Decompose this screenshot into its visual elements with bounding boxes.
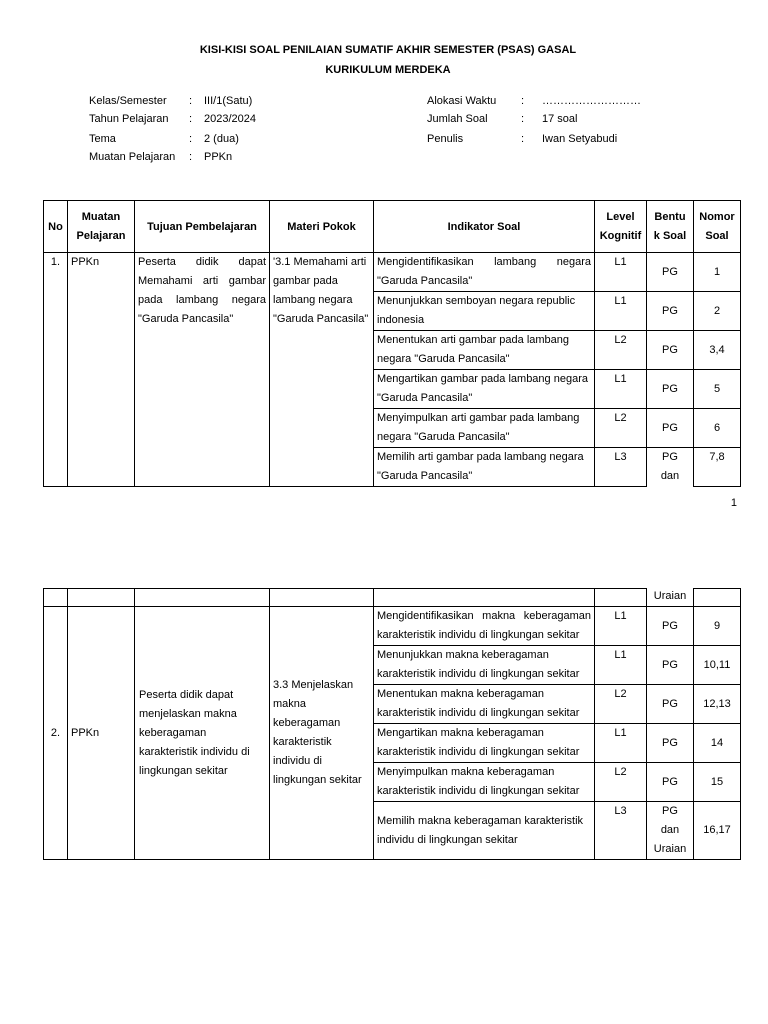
row-nomor: 5	[694, 370, 741, 409]
header-indikator: Indikator Soal	[374, 201, 595, 253]
row-bentuk-line: dan	[660, 470, 680, 482]
empty-cell	[270, 589, 374, 607]
row-bentuk: PG	[647, 409, 694, 448]
row-indikator: Mengartikan gambar pada lambang negara "Garuda Pancasila"	[374, 370, 595, 409]
info-label-muatan: Muatan Pelajaran	[89, 151, 176, 163]
row-nomor: 9	[694, 607, 741, 646]
row-indikator: Menunjukkan makna keberagaman karakteristik individu di lingkungan sekitar	[374, 646, 595, 685]
row-materi: 3.3 Menjelaskan makna keberagaman karakteristik individu di lingkungan sekitar	[270, 607, 374, 860]
row-nomor: 15	[694, 763, 741, 802]
row-indikator: Mengidentifikasikan lambang negara "Garuda Pancasila"	[374, 253, 595, 292]
row-nomor: 12,13	[694, 685, 741, 724]
info-value-penulis: Iwan Setyabudi	[542, 133, 618, 145]
header-level: Level Kognitif	[595, 201, 647, 253]
header-bentuk: Bentu k Soal	[647, 201, 694, 253]
row-bentuk: PG	[647, 646, 694, 685]
row-muatan: PPKn	[68, 253, 135, 487]
empty-cell	[68, 589, 135, 607]
empty-cell	[135, 589, 270, 607]
info-label-tahun: Tahun Pelajaran	[89, 113, 169, 125]
row-bentuk-line: dan	[660, 824, 680, 836]
info-colon: :	[189, 95, 193, 107]
info-value-muatan: PPKn	[204, 151, 233, 163]
row-bentuk	[647, 448, 694, 487]
header-tujuan: Tujuan Pembelajaran	[135, 201, 270, 253]
row-level: L1	[595, 724, 647, 763]
row-level: L3	[595, 802, 647, 860]
row-bentuk-line: PG	[662, 805, 678, 817]
info-value-alokasi: ………………………	[542, 95, 641, 107]
row-indikator: Menunjukkan semboyan negara republic indonesia	[374, 292, 595, 331]
info-colon: :	[189, 133, 193, 145]
row-indikator: Mengartikan makna keberagaman karakteristik individu di lingkungan sekitar	[374, 724, 595, 763]
row-bentuk-line: Uraian	[653, 843, 687, 855]
row-nomor: 7,8	[694, 448, 741, 487]
row-level: L3	[595, 448, 647, 487]
row-bentuk: PG	[647, 685, 694, 724]
info-label-penulis: Penulis	[427, 133, 464, 145]
empty-cell	[374, 589, 595, 607]
info-colon: :	[521, 95, 525, 107]
header-nomor: Nomor Soal	[694, 201, 741, 253]
info-colon: :	[521, 133, 525, 145]
row-bentuk: PG	[647, 607, 694, 646]
info-value-tahun: 2023/2024	[204, 113, 256, 125]
table-row	[44, 607, 741, 646]
row-number: 1.	[44, 253, 68, 487]
info-value-kelas: III/1(Satu)	[204, 95, 253, 107]
table-header-row	[44, 201, 741, 253]
row-bentuk: PG	[647, 331, 694, 370]
empty-cell	[595, 589, 647, 607]
info-label-jumlah: Jumlah Soal	[427, 113, 488, 125]
row-level: L1	[595, 292, 647, 331]
row-level: L2	[595, 763, 647, 802]
table-row	[44, 253, 741, 292]
row-bentuk	[647, 802, 694, 860]
row-level: L1	[595, 607, 647, 646]
kisi-table-page1	[43, 200, 741, 487]
row-bentuk-continued: Uraian	[647, 589, 694, 607]
row-nomor: 10,11	[694, 646, 741, 685]
continuation-row	[44, 589, 741, 607]
row-indikator: Menentukan makna keberagaman karakteristik individu di lingkungan sekitar	[374, 685, 595, 724]
row-bentuk: PG	[647, 370, 694, 409]
info-colon: :	[521, 113, 525, 125]
header-muatan: Muatan Pelajaran	[68, 201, 135, 253]
row-bentuk: PG	[647, 763, 694, 802]
info-colon: :	[189, 113, 193, 125]
info-label-tema: Tema	[89, 133, 116, 145]
info-label-alokasi: Alokasi Waktu	[427, 95, 497, 107]
row-level: L1	[595, 253, 647, 292]
row-bentuk: PG	[647, 724, 694, 763]
row-level: L1	[595, 646, 647, 685]
row-indikator: Memilih makna keberagaman karakteristik individu di lingkungan sekitar	[374, 802, 595, 860]
row-bentuk: PG	[647, 292, 694, 331]
row-indikator: Menyimpulkan arti gambar pada lambang negara "Garuda Pancasila"	[374, 409, 595, 448]
info-value-tema: 2 (dua)	[204, 133, 239, 145]
row-muatan: PPKn	[68, 607, 135, 860]
row-level: L2	[595, 685, 647, 724]
info-colon: :	[189, 151, 193, 163]
document-subtitle: KURIKULUM MERDEKA	[325, 64, 451, 76]
row-nomor: 6	[694, 409, 741, 448]
row-nomor: 16,17	[694, 802, 741, 860]
row-materi: '3.1 Memahami arti gambar pada lambang negara "Garuda Pancasila"	[270, 253, 374, 487]
row-indikator: Menentukan arti gambar pada lambang negara "Garuda Pancasila"	[374, 331, 595, 370]
row-level: L2	[595, 409, 647, 448]
kisi-table-page2	[43, 588, 741, 860]
empty-cell	[44, 589, 68, 607]
row-indikator: Memilih arti gambar pada lambang negara "Garuda Pancasila"	[374, 448, 595, 487]
row-bentuk: PG	[647, 253, 694, 292]
row-nomor: 14	[694, 724, 741, 763]
page-number: 1	[730, 497, 737, 509]
row-tujuan: Peserta didik dapat Memahami arti gambar pada lambang negara "Garuda Pancasila"	[135, 253, 270, 487]
row-number: 2.	[44, 607, 68, 860]
info-label-kelas: Kelas/Semester	[89, 95, 167, 107]
row-level: L2	[595, 331, 647, 370]
row-tujuan: Peserta didik dapat menjelaskan makna keberagaman karakteristik individu di lingkungan sekitar	[135, 607, 270, 860]
header-materi: Materi Pokok	[270, 201, 374, 253]
row-bentuk-line: PG	[662, 451, 678, 463]
row-nomor: 1	[694, 253, 741, 292]
header-no: No	[44, 201, 68, 253]
document-title: KISI-KISI SOAL PENILAIAN SUMATIF AKHIR SEMESTER (PSAS) GASAL	[199, 44, 577, 56]
row-nomor: 2	[694, 292, 741, 331]
row-nomor: 3,4	[694, 331, 741, 370]
row-level: L1	[595, 370, 647, 409]
empty-cell	[694, 589, 741, 607]
row-indikator: Menyimpulkan makna keberagaman karakteristik individu di lingkungan sekitar	[374, 763, 595, 802]
row-indikator: Mengidentifikasikan makna keberagaman karakteristik individu di lingkungan sekitar	[374, 607, 595, 646]
info-value-jumlah: 17 soal	[542, 113, 578, 125]
